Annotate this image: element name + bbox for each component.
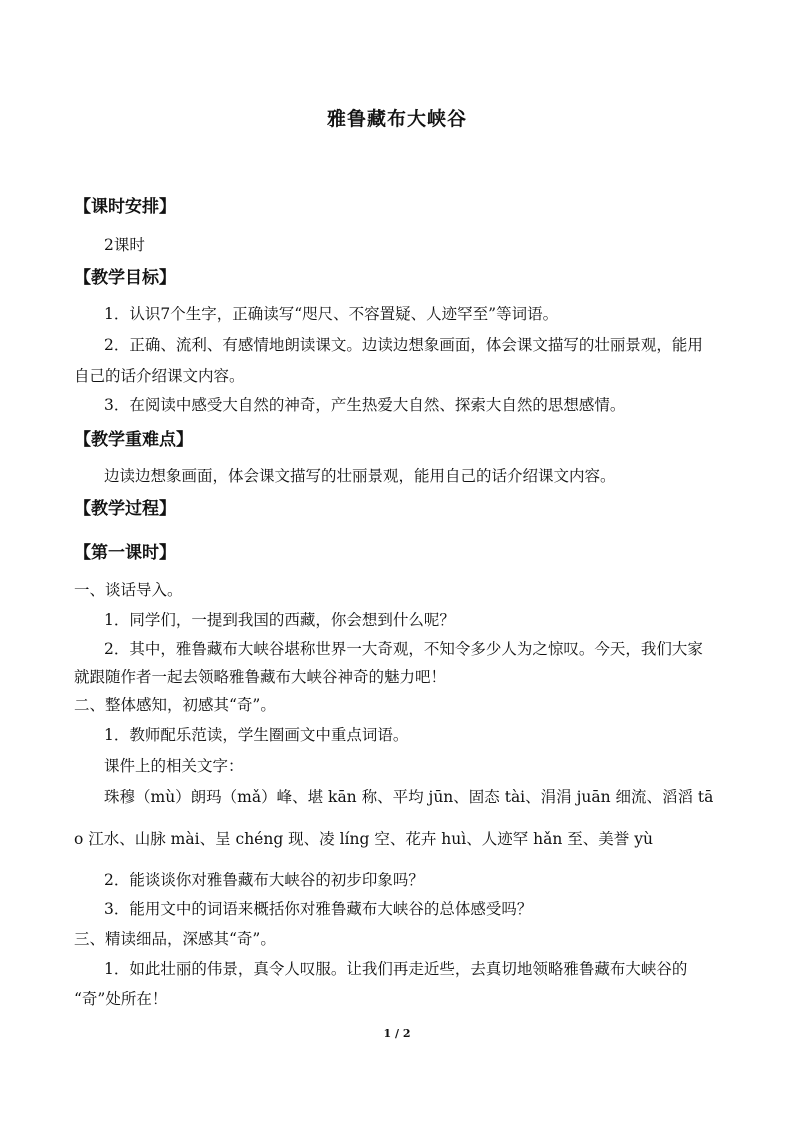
section-heading-goals: 【教学目标】: [74, 268, 176, 288]
paragraph: 1．认识7个生字，正确读写“咫尺、不容置疑、人迹罕至”等词语。: [104, 305, 559, 323]
paragraph: 一、谈话导入。: [74, 581, 183, 599]
section-heading-schedule: 【课时安排】: [74, 197, 176, 217]
paragraph: 二、整体感知，初感其“奇”。: [74, 696, 276, 714]
paragraph: 1．如此壮丽的伟景，真令人叹服。让我们再走近些，去真切地领略雅鲁藏布大峡谷的: [104, 960, 688, 978]
paragraph: 边读边想象画面，体会课文描写的壮丽景观，能用自己的话介绍课文内容。: [104, 467, 616, 485]
paragraph: 2．正确、流利、有感情地朗读课文。边读边想象画面，体会课文描写的壮丽景观，能用: [104, 336, 703, 354]
paragraph: 就跟随作者一起去领略雅鲁藏布大峡谷神奇的魅力吧！: [74, 668, 447, 686]
paragraph: 自己的话介绍课文内容。: [74, 367, 245, 385]
paragraph-pinyin: o 江水、山脉 mài、呈 chéng 现、凌 líng 空、花卉 huì、人迹罕 hǎn 至、美誉 yù: [74, 830, 653, 848]
paragraph-pinyin: 珠穆（mù）朗玛（mǎ）峰、堪 kān 称、平均 jūn、固态 tài、涓涓 juān 细流、滔滔 tā: [104, 788, 714, 806]
section-heading-first-lesson: 【第一课时】: [74, 543, 176, 563]
paragraph: 三、精读细品，深感其“奇”。: [74, 930, 276, 948]
paragraph: 1．同学们，一提到我国的西藏，你会想到什么呢？: [104, 611, 455, 629]
section-heading-process: 【教学过程】: [74, 499, 176, 519]
paragraph: 3．在阅读中感受大自然的神奇，产生热爱大自然、探索大自然的思想感情。: [104, 396, 626, 414]
paragraph: 1．教师配乐范读，学生圈画文中重点词语。: [104, 726, 409, 744]
section-heading-key-points: 【教学重难点】: [74, 430, 193, 450]
paragraph: “奇”处所在！: [74, 990, 168, 1008]
paragraph: 2．其中，雅鲁藏布大峡谷堪称世界一大奇观，不知令多少人为之惊叹。今天，我们大家: [104, 640, 703, 658]
paragraph: 课件上的相关文字：: [104, 757, 244, 775]
document-title: 雅鲁藏布大峡谷: [326, 108, 467, 130]
page-number: 1 / 2: [383, 1027, 411, 1040]
paragraph: 3．能用文中的词语来概括你对雅鲁藏布大峡谷的总体感受吗？: [104, 900, 533, 918]
paragraph: 2．能谈谈你对雅鲁藏布大峡谷的初步印象吗？: [104, 871, 424, 889]
paragraph: 2课时: [104, 236, 145, 254]
